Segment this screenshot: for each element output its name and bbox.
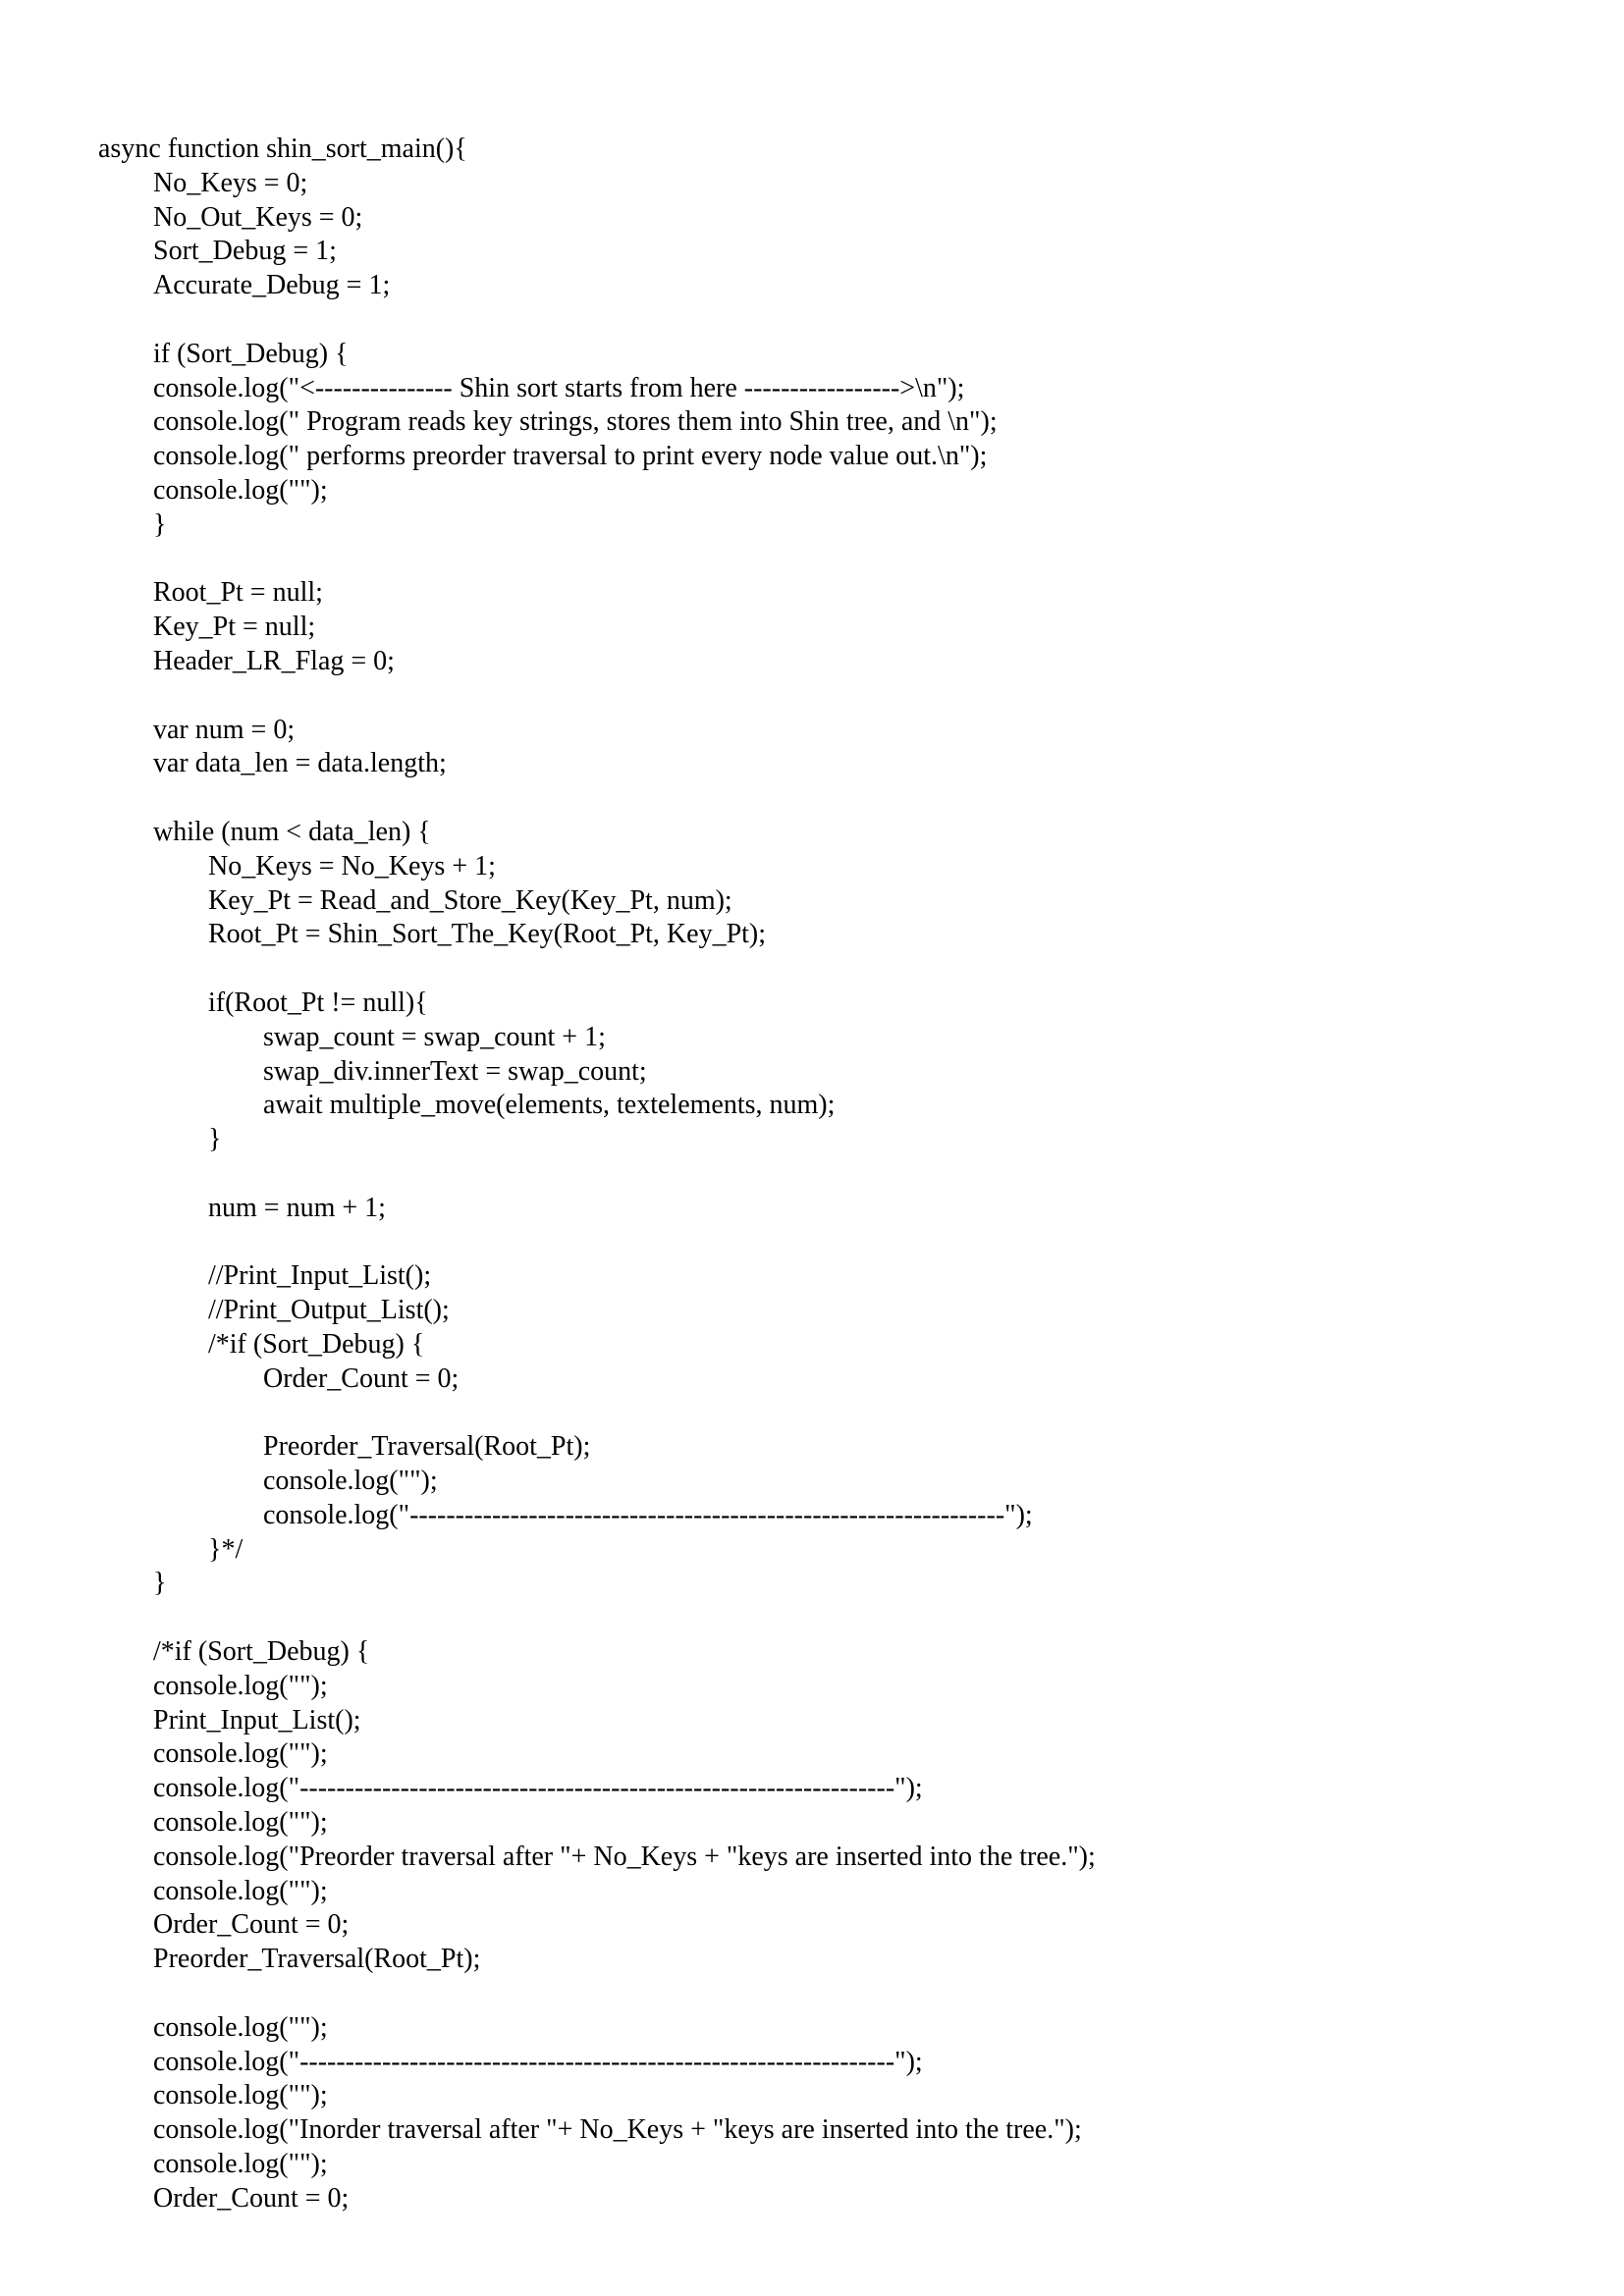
code-line: console.log(" performs preorder traversal to print every node value out.\n"); [153,441,988,472]
blank-line [98,679,1571,714]
code-line: } [153,1568,167,1599]
blank-line [98,543,1571,577]
code-line: } [153,508,167,540]
blank-line [98,1157,1571,1192]
code-line: if(Root_Pt != null){ [208,987,428,1018]
code-line: while (num < data_len) { [153,816,431,847]
code-line: console.log(""); [153,2011,328,2043]
code-line: num = num + 1; [208,1192,386,1223]
code-line: Print_Input_List(); [153,1704,361,1735]
code-line: Accurate_Debug = 1; [153,270,391,301]
code-line: } [208,1124,222,1155]
code-line: console.log(""); [153,2149,328,2180]
code-line: No_Keys = 0; [153,167,308,198]
code-line: /*if (Sort_Debug) { [153,1636,370,1668]
code-line: No_Keys = No_Keys + 1; [208,850,496,881]
blank-line [98,303,1571,338]
code-line: Root_Pt = null; [153,577,323,609]
code-line: Root_Pt = Shin_Sort_The_Key(Root_Pt, Key_Pt); [208,919,767,950]
code-line: console.log("-----------------------------------------------------------------"); [153,1773,923,1804]
code-line: Header_LR_Flag = 0; [153,645,395,676]
code-line: console.log(""); [153,1875,328,1906]
code-line: swap_div.innerText = swap_count; [263,1055,647,1087]
code-line: Key_Pt = Read_and_Store_Key(Key_Pt, num); [208,884,732,916]
code-line: async function shin_sort_main(){ [98,133,467,164]
code-line: Order_Count = 0; [263,1362,460,1394]
code-line: Order_Count = 0; [153,1909,350,1941]
code-line: console.log("-----------------------------------------------------------------"); [263,1499,1033,1530]
code-line: await multiple_move(elements, textelements, num); [263,1090,836,1121]
code-line: console.log(""); [153,2080,328,2111]
code-line: console.log(""); [263,1466,438,1497]
blank-line [98,1977,1571,2011]
code-line: //Print_Output_List(); [208,1295,450,1326]
code-line: var num = 0; [153,714,296,745]
blank-line [98,1226,1571,1260]
code-line: /*if (Sort_Debug) { [208,1328,425,1360]
code-line: swap_count = swap_count + 1; [263,1021,606,1052]
blank-line [98,1601,1571,1635]
code-line: Order_Count = 0; [153,2182,350,2214]
code-line: console.log("<--------------- Shin sort starts from here ----------------->\n"); [153,372,965,403]
code-line: console.log(""); [153,474,328,506]
code-line: console.log(""); [153,1738,328,1770]
code-line: var data_len = data.length; [153,748,447,779]
code-listing [98,133,1571,2216]
code-line: console.log(" Program reads key strings, stores them into Shin tree, and \n"); [153,406,998,438]
code-line: Key_Pt = null; [153,612,316,643]
code-line: Preorder_Traversal(Root_Pt); [153,1944,481,1975]
code-line: console.log("-----------------------------------------------------------------"); [153,2046,923,2077]
code-line: //Print_Input_List(); [208,1260,432,1292]
code-line: console.log(""); [153,1670,328,1701]
code-line: Sort_Debug = 1; [153,236,337,267]
blank-line [98,781,1571,816]
code-line: console.log("Inorder traversal after "+ No_Keys + "keys are inserted into the tree."); [153,2114,1082,2146]
code-line: Preorder_Traversal(Root_Pt); [263,1431,591,1463]
code-line: console.log(""); [153,1807,328,1839]
code-line: }*/ [208,1533,244,1565]
code-line: console.log("Preorder traversal after "+ No_Keys + "keys are inserted into the tree."); [153,1841,1096,1872]
code-line: No_Out_Keys = 0; [153,201,363,233]
blank-line [98,1396,1571,1430]
code-line: if (Sort_Debug) { [153,338,349,369]
blank-line [98,952,1571,987]
